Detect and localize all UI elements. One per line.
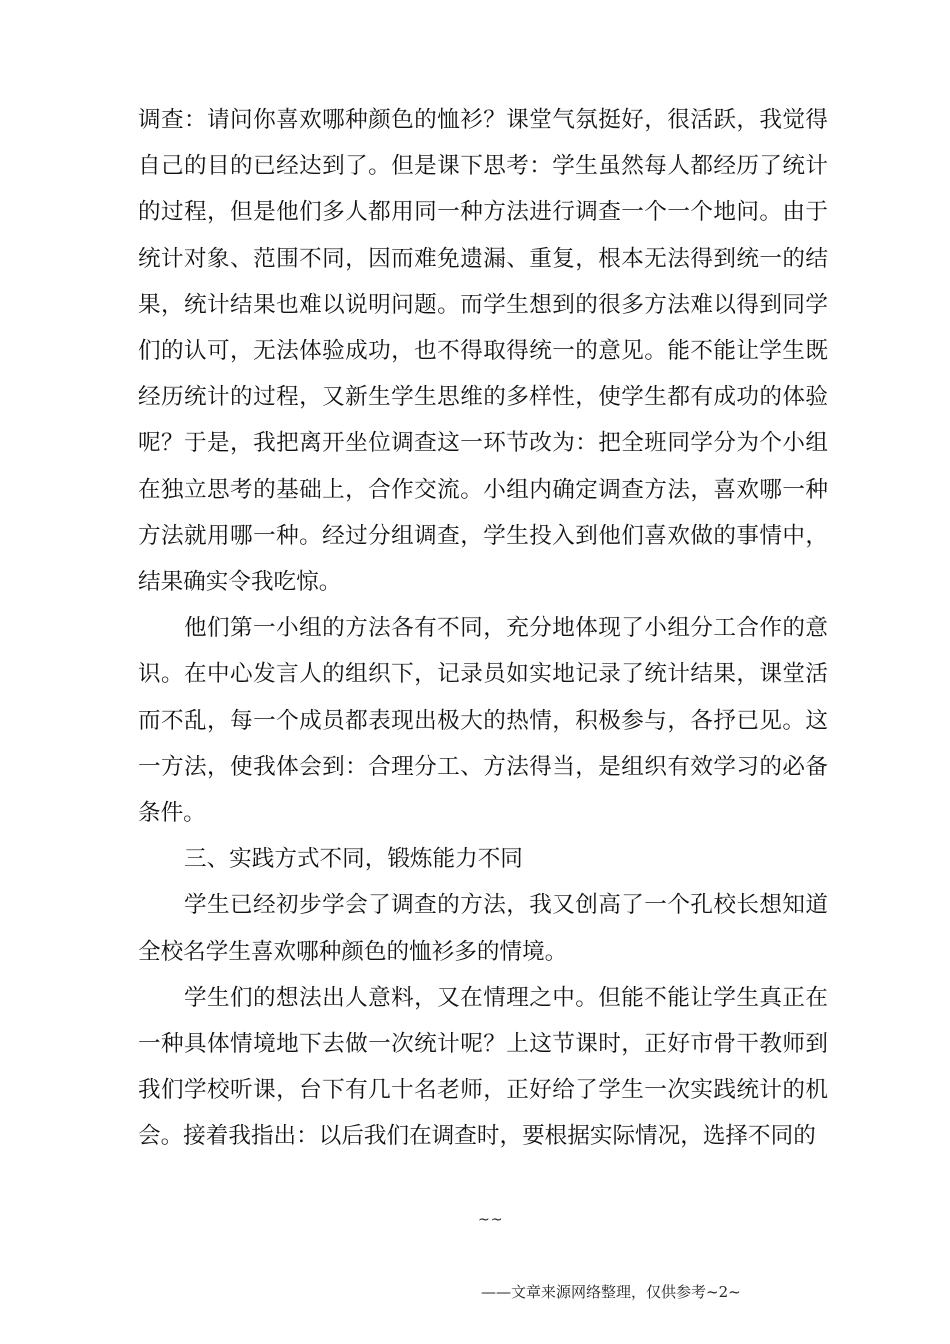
page-separator: ~~ bbox=[478, 1212, 504, 1228]
section-heading: 三、实践方式不同，锻炼能力不同 bbox=[184, 846, 523, 873]
paragraph-3: 学生已经初步学会了调查的方法，我又创高了一个孔校长想知道全校名学生喜欢哪种颜色的恤衫多的情境。 bbox=[138, 892, 828, 965]
paragraph-4: 学生们的想法出人意料，又在情理之中。但能不能让学生真正在一种具体情境地下去做一次统计呢？上这节课时，正好市骨干教师到我们学校听课，台下有几十名老师，正好给了学生一次实践统计的机会。接着我指出：以后我们在调查时，要根据实际情况，选择不同的 bbox=[138, 984, 828, 1150]
paragraph-1: 调查：请问你喜欢哪种颜色的恤衫？课堂气氛挺好，很活跃，我觉得自己的目的已经达到了。但是课下思考：学生虽然每人都经历了统计的过程，但是他们多人都用同一种方法进行调查一个一个地问。由于统计对象、范围不同，因而难免遗漏、重复，根本无法得到统一的结果，统计结果也难以说明问题。而学生想到的很多方法难以得到同学们的认可，无法体验成功，也不得取得统一的意见。能不能让学生既经历统计的过程，又新生学生思维的多样性，使学生都有成功的体验呢？于是，我把离开坐位调查这一环节改为：把全班同学分为个小组在独立思考的基础上，合作交流。小组内确定调查方法，喜欢哪一种方法就用哪一种。经过分组调查，学生投入到他们喜欢做的事情中，结果确实令我吃惊。 bbox=[138, 107, 828, 596]
body-text bbox=[138, 97, 828, 1160]
page-footer: ——文章来源网络整理，仅供参考~2~ bbox=[481, 1283, 741, 1301]
paragraph-2: 他们第一小组的方法各有不同，充分地体现了小组分工合作的意识。在中心发言人的组织下，记录员如实地记录了统计结果，课堂活而不乱，每一个成员都表现出极大的热情，积极参与，各抒已见。这一方法，使我体会到：合理分工、方法得当，是组织有效学习的必备条件。 bbox=[138, 615, 828, 827]
